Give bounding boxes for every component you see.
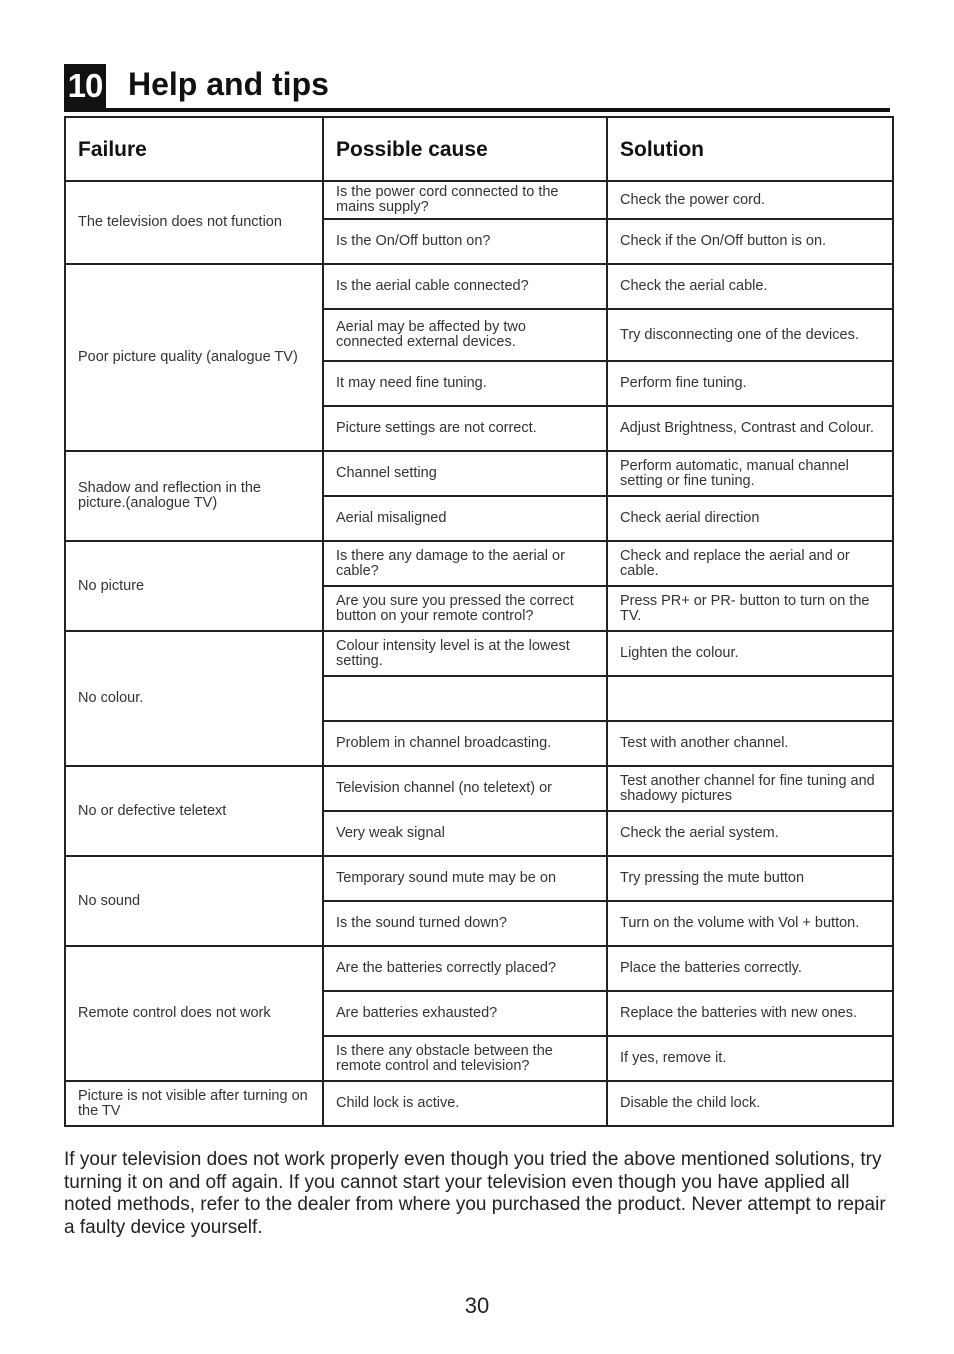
table-row xyxy=(65,631,893,676)
failure-cell: Remote control does not work xyxy=(65,946,323,1081)
table-row xyxy=(65,451,893,496)
cause-cell: Very weak signal xyxy=(323,811,607,856)
footer-note: If your television does not work properly even though you tried the above mentioned solutions, try turning it on and off again. If you cannot start your television even though you have applied all noted methods, refer to the dealer from where you purchased the product. Never attempt to repair a faulty device yourself. xyxy=(64,1149,886,1238)
failure-cell: Picture is not visible after turning on the TV xyxy=(65,1081,323,1126)
solution-cell: Turn on the volume with Vol + button. xyxy=(607,901,893,946)
failure-cell: No colour. xyxy=(65,631,323,766)
cause-cell: Colour intensity level is at the lowest setting. xyxy=(323,631,607,676)
page-title: Help and tips xyxy=(128,66,329,102)
solution-cell: Test another channel for fine tuning and shadowy pictures xyxy=(607,766,893,811)
failure-cell: No sound xyxy=(65,856,323,946)
table-row xyxy=(65,264,893,309)
cause-cell: Is the sound turned down? xyxy=(323,901,607,946)
cause-cell: Picture settings are not correct. xyxy=(323,406,607,451)
solution-cell: Press PR+ or PR- button to turn on the TV. xyxy=(607,586,893,631)
cause-cell: Child lock is active. xyxy=(323,1081,607,1126)
solution-cell xyxy=(607,676,893,721)
section-number: 10 xyxy=(64,64,106,108)
failure-cell: No picture xyxy=(65,541,323,631)
cause-cell: Are batteries exhausted? xyxy=(323,991,607,1036)
solution-cell: Check and replace the aerial and or cable. xyxy=(607,541,893,586)
failure-cell: Poor picture quality (analogue TV) xyxy=(65,264,323,451)
solution-cell: Perform fine tuning. xyxy=(607,361,893,406)
cause-cell: Is the On/Off button on? xyxy=(323,219,607,264)
table-row xyxy=(65,181,893,219)
solution-cell: Perform automatic, manual channel setting or fine tuning. xyxy=(607,451,893,496)
solution-cell: Check the aerial system. xyxy=(607,811,893,856)
cause-cell: It may need fine tuning. xyxy=(323,361,607,406)
solution-cell: Test with another channel. xyxy=(607,721,893,766)
table-row xyxy=(65,1081,893,1126)
header-possible-cause: Possible cause xyxy=(323,117,607,181)
title-rule xyxy=(64,108,890,112)
table-row xyxy=(65,766,893,811)
solution-cell: Replace the batteries with new ones. xyxy=(607,991,893,1036)
cause-cell: Aerial misaligned xyxy=(323,496,607,541)
cause-cell: Temporary sound mute may be on xyxy=(323,856,607,901)
table-row xyxy=(65,946,893,991)
cause-cell: Is the aerial cable connected? xyxy=(323,264,607,309)
solution-cell: Disable the child lock. xyxy=(607,1081,893,1126)
cause-cell: Problem in channel broadcasting. xyxy=(323,721,607,766)
failure-cell: Shadow and reflection in the picture.(analogue TV) xyxy=(65,451,323,541)
header-solution: Solution xyxy=(607,117,893,181)
cause-cell: Are you sure you pressed the correct button on your remote control? xyxy=(323,586,607,631)
solution-cell: Place the batteries correctly. xyxy=(607,946,893,991)
section-header xyxy=(64,64,890,108)
cause-cell: Is the power cord connected to the mains supply? xyxy=(323,181,607,219)
solution-cell: Lighten the colour. xyxy=(607,631,893,676)
troubleshooting-table xyxy=(64,116,894,1127)
solution-cell: Check the power cord. xyxy=(607,181,893,219)
solution-cell: Check the aerial cable. xyxy=(607,264,893,309)
solution-cell: Adjust Brightness, Contrast and Colour. xyxy=(607,406,893,451)
cause-cell xyxy=(323,676,607,721)
solution-cell: Try disconnecting one of the devices. xyxy=(607,309,893,361)
cause-cell: Channel setting xyxy=(323,451,607,496)
solution-cell: Check aerial direction xyxy=(607,496,893,541)
table-row xyxy=(65,541,893,586)
cause-cell: Is there any obstacle between the remote control and television? xyxy=(323,1036,607,1081)
solution-cell: Try pressing the mute button xyxy=(607,856,893,901)
page-number: 30 xyxy=(464,1293,490,1318)
failure-cell: No or defective teletext xyxy=(65,766,323,856)
failure-cell: The television does not function xyxy=(65,181,323,264)
cause-cell: Are the batteries correctly placed? xyxy=(323,946,607,991)
cause-cell: Is there any damage to the aerial or cable? xyxy=(323,541,607,586)
solution-cell: Check if the On/Off button is on. xyxy=(607,219,893,264)
table-header-row xyxy=(65,117,893,181)
cause-cell: Television channel (no teletext) or xyxy=(323,766,607,811)
solution-cell: If yes, remove it. xyxy=(607,1036,893,1081)
table-row xyxy=(65,856,893,901)
header-failure: Failure xyxy=(65,117,323,181)
cause-cell: Aerial may be affected by two connected external devices. xyxy=(323,309,607,361)
